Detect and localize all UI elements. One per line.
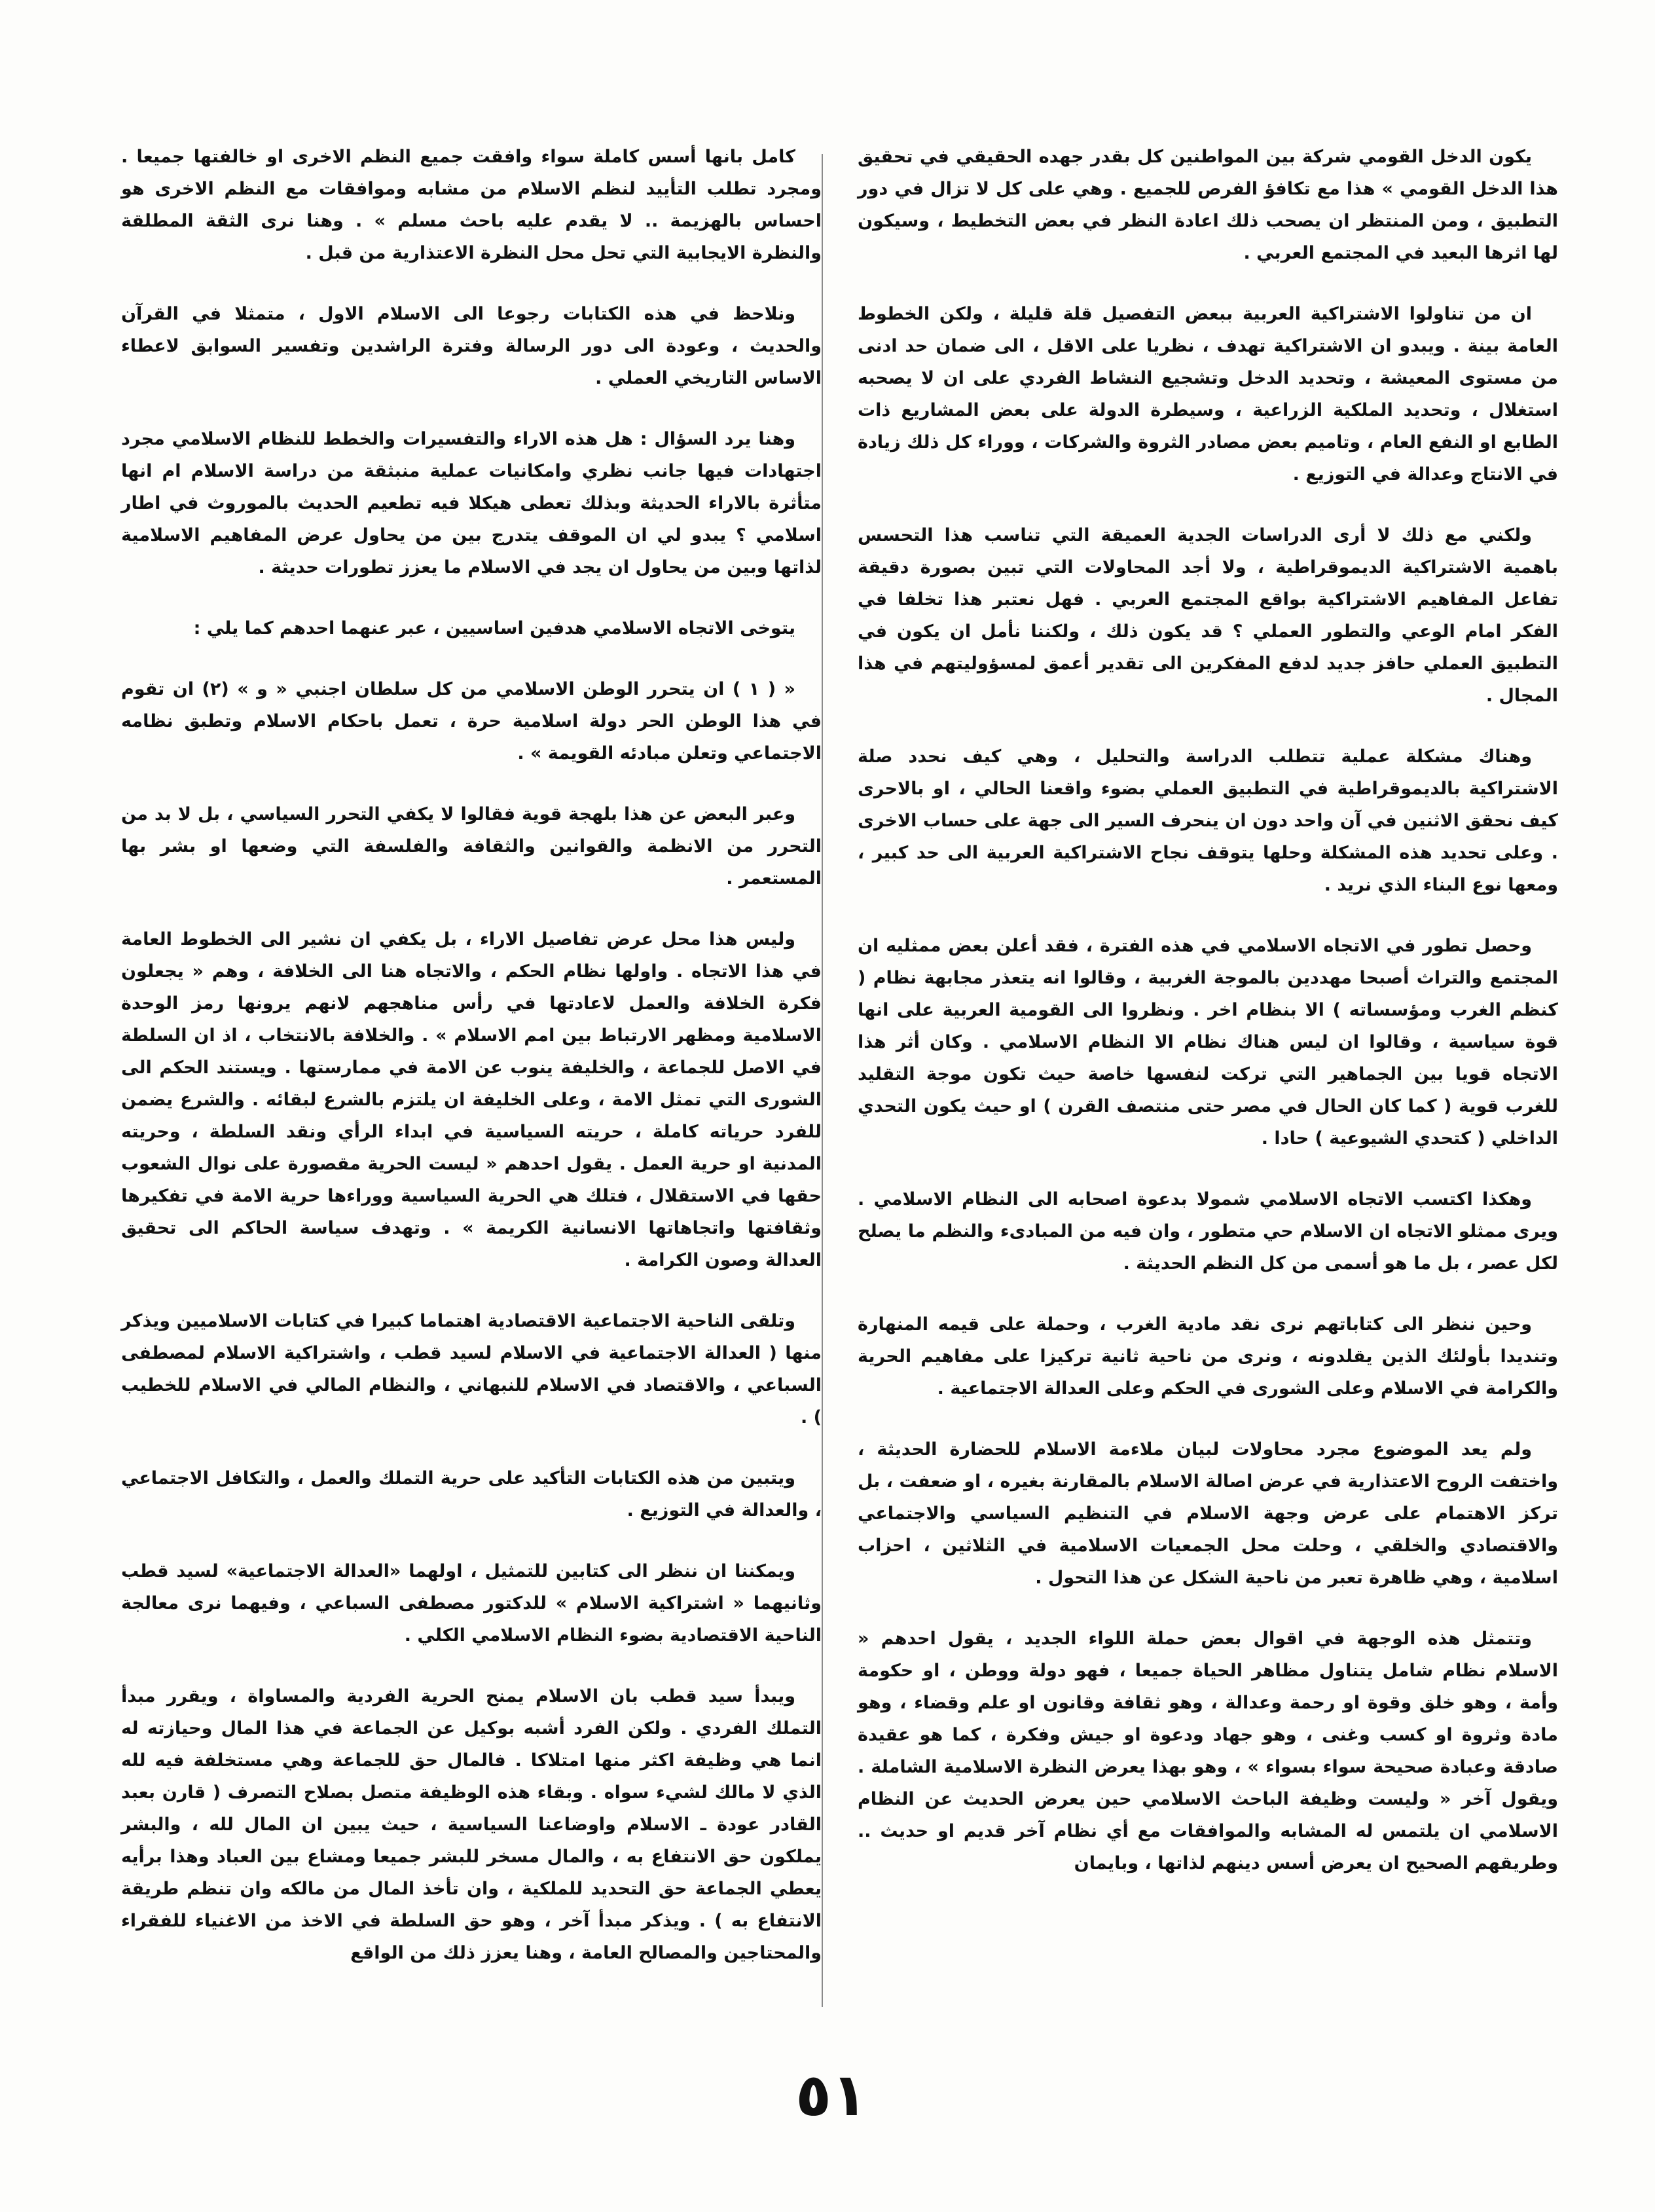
- paragraph: كامل بانها أسس كاملة سواء وافقت جميع النظم الاخرى او خالفتها جميعا . ومجرد تطلب التأييد لنظم الاسلام من مشابه وموافقات مع النظم الاخرى هو احساس بالهزيمة .. لا يقدم عليه باحث مسلم » . وهنا نرى الثقة المطلقة والنظرة الايجابية التي تحل محل النظرة الاعتذارية من قبل .: [121, 147, 822, 263]
- paragraph: وهكذا اكتسب الاتجاه الاسلامي شمولا بدعوة اصحابه الى النظام الاسلامي . ويرى ممثلو الاتجاه ان الاسلام حي متطور ، وان فيه من المبادىء والنظم ما يصلح لكل عصر ، بل ما هو أسمى من كل النظم الحديثة .: [858, 1189, 1558, 1274]
- page-number: ٥١: [795, 2061, 867, 2129]
- paragraph: ويمكننا ان ننظر الى كتابين للتمثيل ، اولهما «العدالة الاجتماعية» لسيد قطب وثانيهما « اشتراكية الاسلام » للدكتور مصطفى السباعي ، وفيهما نرى معالجة الناحية الاقتصادية بضوء النظام الاسلامي الكلي .: [121, 1561, 822, 1646]
- paragraph: ان من تناولوا الاشتراكية العربية ببعض التفصيل قلة قليلة ، ولكن الخطوط العامة بينة . ويبدو ان الاشتراكية تهدف ، نظريا على الاقل ، الى ضمان حد ادنى من مستوى المعيشة ، وتحديد الدخل وتشجيع النشاط الفردي على ان لا يصحبه استغلال ، وتحديد الملكية الزراعية ، وسيطرة الدولة على بعض المشاريع ذات الطابع او النفع العام ، وتاميم بعض مصادر الثروة والشركات ، ووراء كل ذلك زيادة في الانتاج وعدالة في التوزيع .: [858, 304, 1558, 485]
- paragraph: ولكني مع ذلك لا أرى الدراسات الجدية العميقة التي تناسب هذا التحسس باهمية الاشتراكية الديموقراطية ، ولا أجد المحاولات التي تبين بصورة دقيقة تفاعل المفاهيم الاشتراكية بواقع المجتمع العربي . فهل نعتبر هذا تخلفا في الفكر امام الوعي والتطور العملي ؟ قد يكون ذلك ، ولكننا نأمل ان يكون في التطبيق العملي حافز جديد لدفع المفكرين الى تقدير أعمق لمسؤوليتهم في هذا المجال .: [858, 525, 1558, 706]
- paragraph: ونلاحظ في هذه الكتابات رجوعا الى الاسلام الاول ، متمثلا في القرآن والحديث ، وعودة الى دور الرسالة وفترة الراشدين وتفسير السوابق لاعطاء الاساس التاريخي العملي .: [121, 304, 822, 388]
- paragraph: « ( ١ ) ان يتحرر الوطن الاسلامي من كل سلطان اجنبي « و » (٢) ان تقوم في هذا الوطن الحر دولة اسلامية حرة ، تعمل باحكام الاسلام وتطبق نظامه الاجتماعي وتعلن مبادئه القويمة » .: [121, 679, 822, 764]
- text-column-right: [858, 141, 1558, 1908]
- paragraph: وعبر البعض عن هذا بلهجة قوية فقالوا لا يكفي التحرر السياسي ، بل لا بد من التحرر من الانظمة والقوانين والثقافة والفلسفة التي وضعها او بشر بها المستعمر .: [121, 804, 822, 889]
- paragraph: وليس هذا محل عرض تفاصيل الاراء ، بل يكفي ان نشير الى الخطوط العامة في هذا الاتجاه . واولها نظام الحكم ، والاتجاه هنا الى الخلافة ، وهم « يجعلون فكرة الخلافة والعمل لاعادتها في رأس مناهجهم لانهم يرونها رمز الوحدة الاسلامية ومظهر الارتباط بين امم الاسلام » . والخلافة بالانتخاب ، اذ ان السلطة في الاصل للجماعة ، والخليفة ينوب عن الامة في ممارستها . ويستند الحكم الى الشورى التي تمثل الامة ، وعلى الخليفة ان يلتزم بالشرع لبقائه . والشرع يضمن للفرد حرياته كاملة ، حريته السياسية في ابداء الرأي ونقد السلطة ، وحريته المدنية او حرية العمل . يقول احدهم « ليست الحرية مقصورة على نوال الشعوب حقها في الاستقلال ، فتلك هي الحرية السياسية ووراءها حرية الامة في تفكيرها وثقافتها واتجاهاتها الانسانية الكريمة » . وتهدف سياسة الحاكم الى تحقيق العدالة وصون الكرامة .: [121, 929, 822, 1270]
- paragraph: وتلقى الناحية الاجتماعية الاقتصادية اهتماما كبيرا في كتابات الاسلاميين ويذكر منها ( العدالة الاجتماعية في الاسلام لسيد قطب ، واشتراكية الاسلام لمصطفى السباعي ، والاقتصاد في الاسلام للنبهاني ، والنظام المالي في الاسلام للخطيب ) .: [121, 1311, 822, 1428]
- paragraph: وحين ننظر الى كتاباتهم نرى نقد مادية الغرب ، وحملة على قيمه المنهارة وتنديدا بأولئك الذين يقلدونه ، ونرى من ناحية ثانية تركيزا على مفاهيم الحرية والكرامة في الاسلام وعلى الشورى في الحكم وعلى العدالة الاجتماعية .: [858, 1314, 1558, 1399]
- paragraph: وحصل تطور في الاتجاه الاسلامي في هذه الفترة ، فقد أعلن بعض ممثليه ان المجتمع والتراث أصبحا مهددين بالموجة الغربية ، وقالوا انه يتعذر مجابهة نظام ( كنظم الغرب ومؤسساته ) الا بنظام اخر . ونظروا الى القومية العربية على انها قوة سياسية ، وقالوا ان ليس هناك نظام الا النظام الاسلامي . وكان أثر هذا الاتجاه قويا بين الجماهير التي تركت لنفسها خاصة حيث تكون موجة التقليد للغرب قوية ( كما كان الحال في مصر حتى منتصف القرن ) او حيث يكون التحدي الداخلي ( كتحدي الشيوعية ) حادا .: [858, 936, 1558, 1149]
- column-divider: [822, 154, 823, 2007]
- paragraph: وهناك مشكلة عملية تتطلب الدراسة والتحليل ، وهي كيف نحدد صلة الاشتراكية بالديموقراطية في التطبيق العملي بضوء واقعنا الحالي ، او بالاحرى كيف نحقق الاثنين في آن واحد دون ان ينحرف السير الى جهة على حساب الاخرى . وعلى تحديد هذه المشكلة وحلها يتوقف نجاح الاشتراكية العربية الى حد كبير ، ومعها نوع البناء الذي نريد .: [858, 747, 1558, 895]
- paragraph: ويتبين من هذه الكتابات التأكيد على حرية التملك والعمل ، والتكافل الاجتماعي ، والعدالة في التوزيع .: [121, 1468, 822, 1521]
- paragraph: ويبدأ سيد قطب بان الاسلام يمنح الحرية الفردية والمساواة ، ويقرر مبدأ التملك الفردي . ولكن الفرد أشبه بوكيل عن الجماعة في هذا المال وحيازته له انما هي وظيفة اكثر منها امتلاكا . فالمال حق للجماعة وهي مستخلفة فيه لله الذي لا مالك لشيء سواه . وبقاء هذه الوظيفة متصل بصلاح التصرف ( قارن بعبد القادر عودة ـ الاسلام واوضاعنا السياسية ، حيث يبين ان المال لله ، والبشر يملكون حق الانتفاع به ، والمال مسخر للبشر جميعا ومشاع بين العباد وهذا برأيه يعطي الجماعة حق التحديد للملكية ، وان تأخذ المال من مالكه وان تنظم طريقة الانتفاع به ) . ويذكر مبدأ آخر ، وهو حق السلطة في الاخذ من الاغنياء للفقراء والمحتاجين والمصالح العامة ، وهنا يعزز ذلك من الواقع: [121, 1686, 822, 1963]
- text-column-left: [121, 141, 822, 1998]
- paragraph: ولم يعد الموضوع مجرد محاولات لبيان ملاءمة الاسلام للحضارة الحديثة ، واختفت الروح الاعتذارية في عرض اصالة الاسلام بالمقارنة بغيره ، او ضعفت ، بل تركز الاهتمام على عرض وجهة الاسلام في التنظيم السياسي والاجتماعي والاقتصادي والخلقي ، وحلت محل الجمعيات الاسلامية في الثلاثين ، احزاب اسلامية ، وهي ظاهرة تعبر من ناحية الشكل عن هذا التحول .: [858, 1439, 1558, 1588]
- paragraph: يتوخى الاتجاه الاسلامي هدفين اساسيين ، عبر عنهما احدهم كما يلي :: [193, 618, 795, 638]
- paragraph: وتتمثل هذه الوجهة في اقوال بعض حملة اللواء الجديد ، يقول احدهم « الاسلام نظام شامل يتناول مظاهر الحياة جميعا ، فهو دولة ووطن ، او حكومة وأمة ، وهو خلق وقوة او رحمة وعدالة ، وهو ثقافة وقانون او علم وقضاء ، وهو مادة وثروة او كسب وغنى ، وهو جهاد ودعوة او جيش وفكرة ، كما هو عقيدة صادقة وعبادة صحيحة سواء بسواء » ، وهو بهذا يعرض النظرة الاسلامية الشاملة . ويقول آخر « وليست وظيفة الباحث الاسلامي حين يعرض الحديث عن النظام الاسلامي ان يلتمس له المشابه والموافقات مع أي نظام آخر قديم او حديث .. وطريقهم الصحيح ان يعرض أسس دينهم لذاتها ، وبايمان: [858, 1629, 1558, 1873]
- paragraph: يكون الدخل القومي شركة بين المواطنين كل بقدر جهده الحقيقي في تحقيق هذا الدخل القومي » هذا مع تكافؤ الفرص للجميع . وهي على كل لا تزال في دور التطبيق ، ومن المنتظر ان يصحب ذلك اعادة النظر في بعض التخطيط ، وسيكون لها اثرها البعيد في المجتمع العربي .: [858, 147, 1558, 263]
- paragraph: وهنا يرد السؤال : هل هذه الاراء والتفسيرات والخطط للنظام الاسلامي مجرد اجتهادات فيها جانب نظري وامكانيات عملية منبثقة من دراسة الاسلام ام انها متأثرة بالاراء الحديثة وبذلك تعطى هيكلا فيه تطعيم الحديث بالموروث في اطار اسلامي ؟ يبدو لي ان الموقف يتدرج بين من يحاول عرض المفاهيم الاسلامية لذاتها وبين من يحاول ان يجد في الاسلام ما يعزز تطورات حديثة .: [121, 429, 822, 578]
